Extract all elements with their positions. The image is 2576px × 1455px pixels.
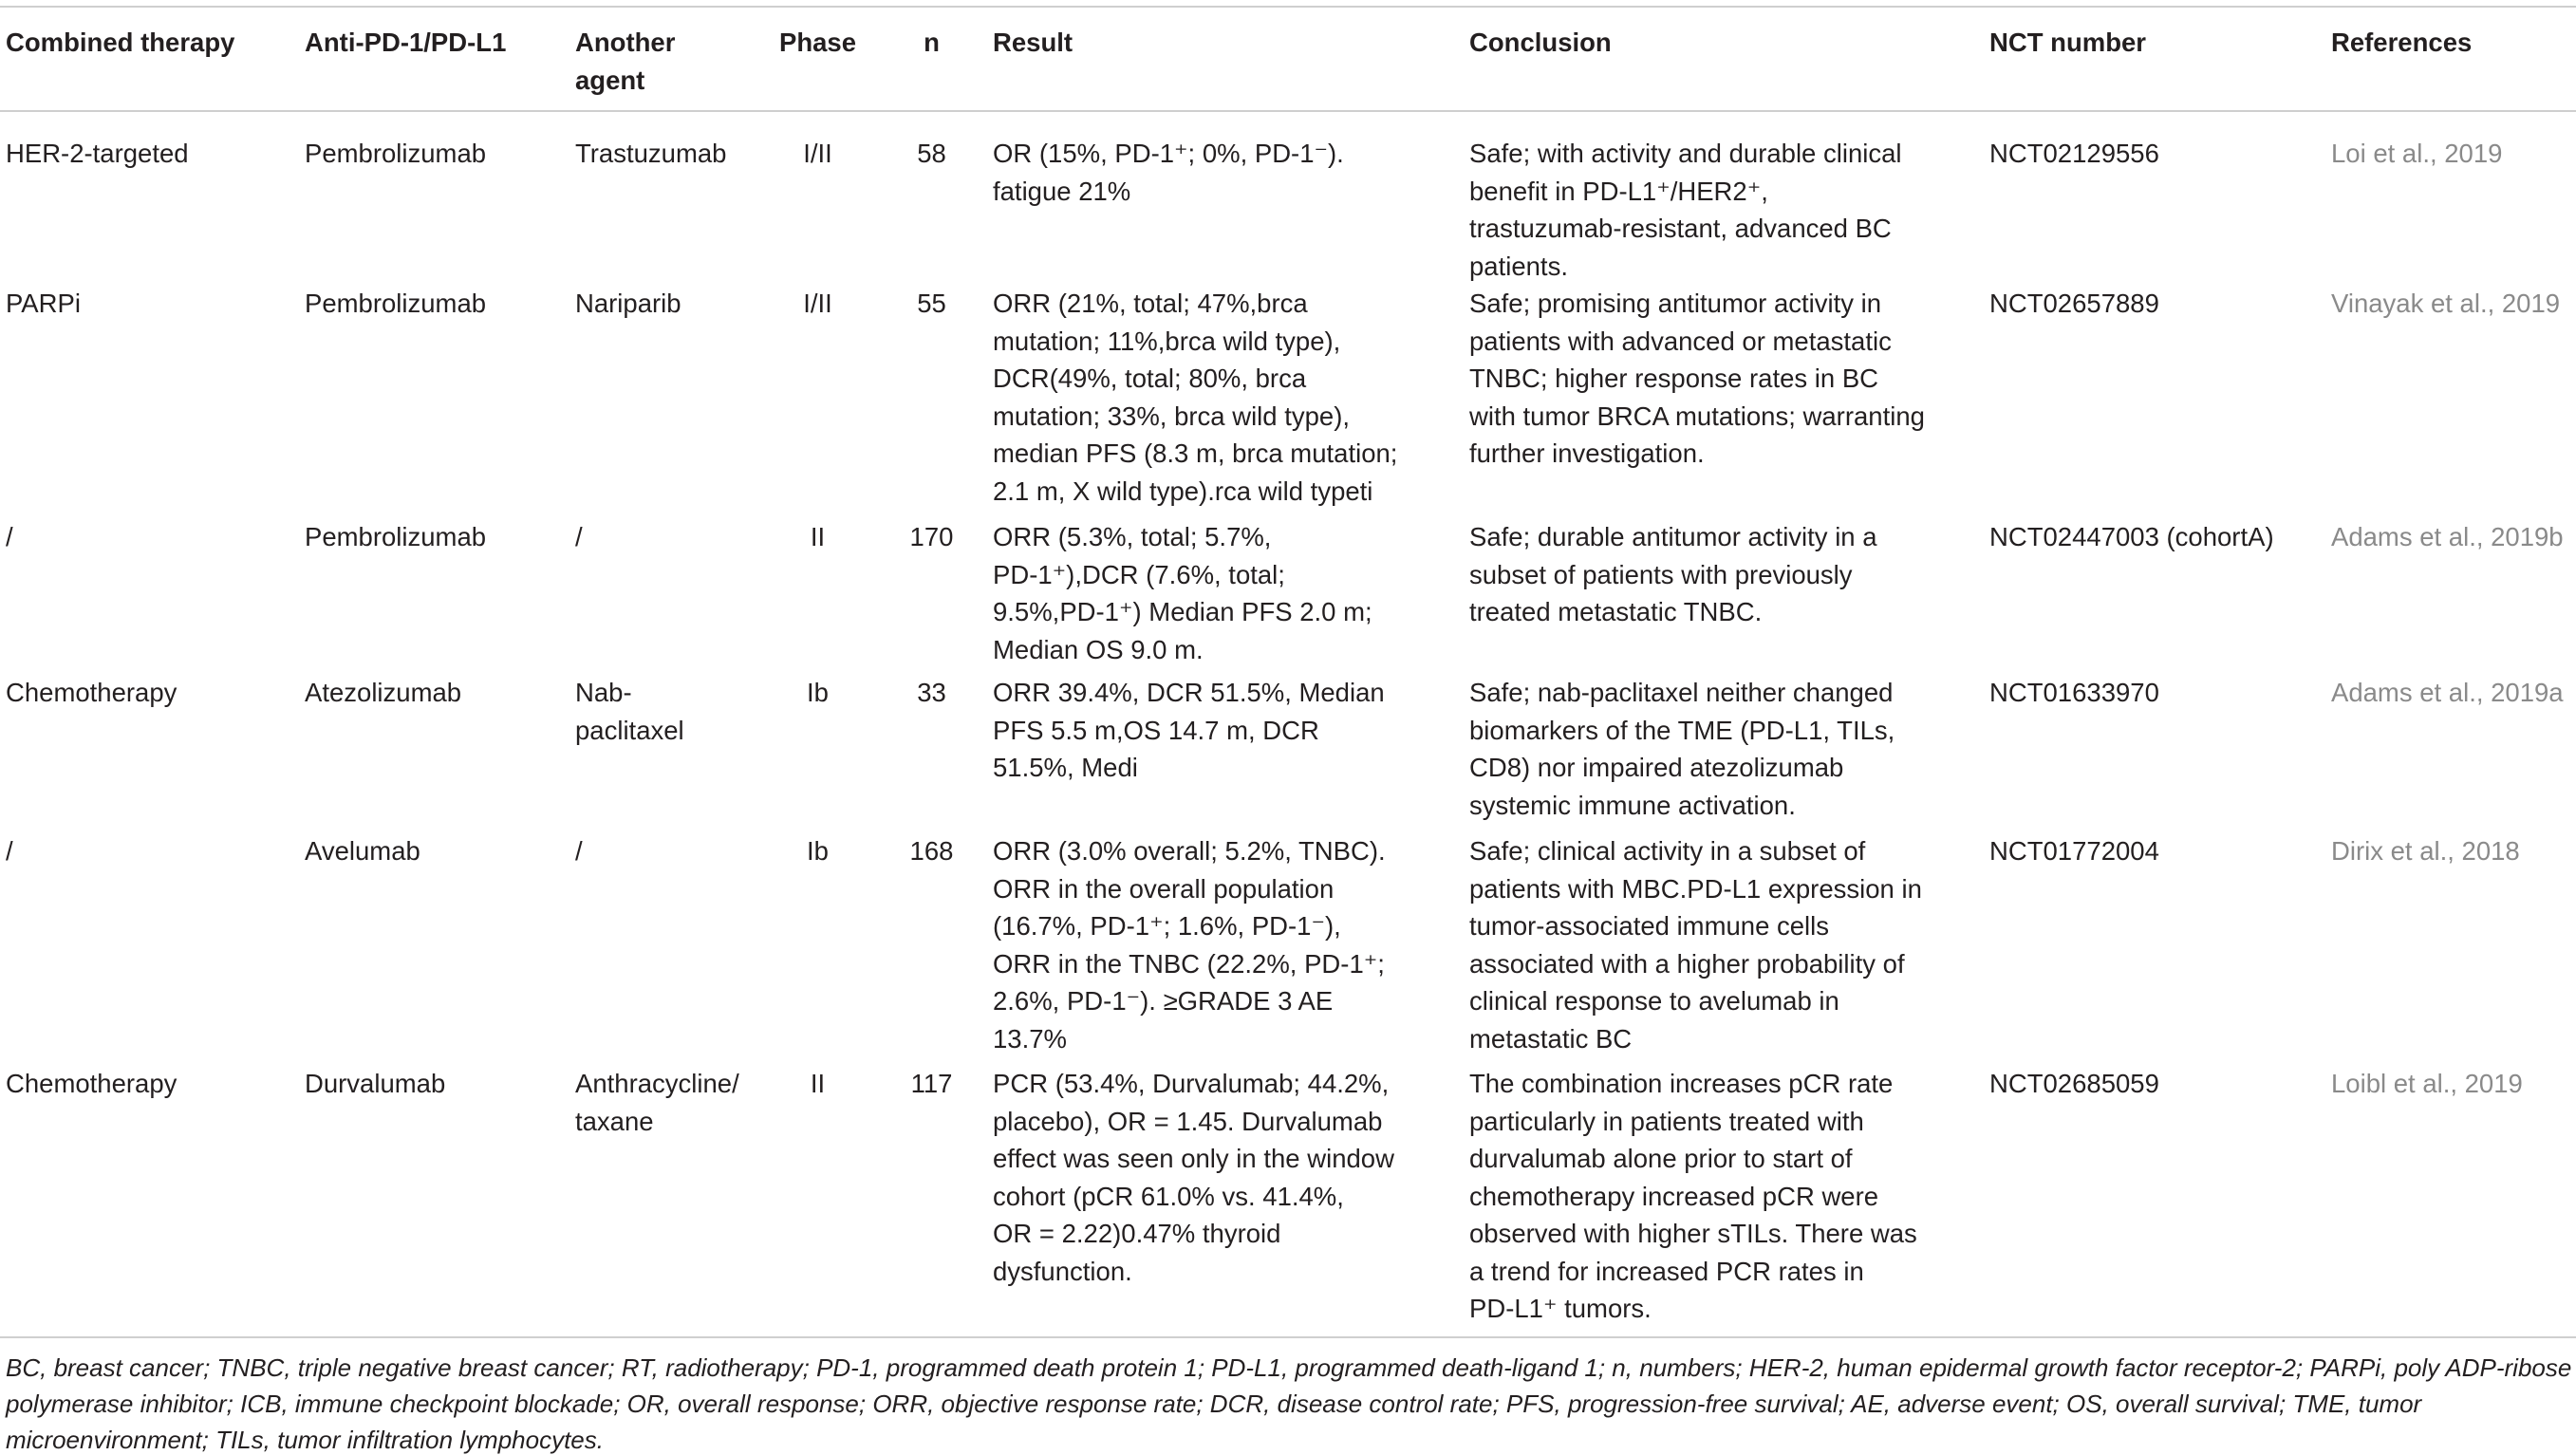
header-conclusion: Conclusion (1464, 7, 1984, 111)
cell-combined-therapy: / (6, 522, 13, 551)
cell-n: 33 (917, 678, 946, 707)
cell-result: OR (15%, PD-1⁺; 0%, PD-1⁻). fatigue 21% (993, 139, 1344, 206)
header-references: References (2325, 7, 2576, 111)
cell-nct-number: NCT02447003 (cohortA) (1989, 522, 2274, 551)
cell-result: PCR (53.4%, Durvalumab; 44.2%, placebo), OR = 1.45. Durvalumab effect was seen only in the window cohort (pCR 61.0% vs. 41.4%, OR = 2.22)0.47% thyroid dysfunction. (993, 1069, 1394, 1286)
header-another-agent: Another agent (569, 7, 759, 111)
cell-nct-number: NCT01772004 (1989, 836, 2159, 866)
table-row (0, 518, 2576, 674)
cell-phase: II (810, 522, 826, 551)
header-phase: Phase (759, 7, 878, 111)
table-header-row (0, 7, 2576, 111)
cell-anti-pd: Atezolizumab (305, 678, 462, 707)
cell-combined-therapy: Chemotherapy (6, 678, 177, 707)
cell-n: 168 (909, 836, 954, 866)
cell-phase: Ib (807, 678, 829, 707)
cell-n: 55 (917, 289, 946, 318)
cell-phase: I/II (803, 289, 832, 318)
header-combined-therapy: Combined therapy (0, 7, 299, 111)
reference-link[interactable]: Loibl et al., 2019 (2331, 1069, 2523, 1098)
cell-phase: Ib (807, 836, 829, 866)
cell-n: 170 (909, 522, 954, 551)
cell-nct-number: NCT02685059 (1989, 1069, 2159, 1098)
cell-result: ORR (3.0% overall; 5.2%, TNBC). ORR in the overall population (16.7%, PD-1⁺; 1.6%, PD-1⁻), ORR in the TNBC (22.2%, PD-1⁺; 2.6%, PD-1⁻). ≥GRADE 3 AE 13.7% (993, 836, 1386, 1054)
table-row (0, 1065, 2576, 1328)
header-anti-pd: Anti-PD-1/PD-L1 (299, 7, 569, 111)
cell-anti-pd: Pembrolizumab (305, 522, 487, 551)
table-row (0, 285, 2576, 518)
cell-conclusion: Safe; nab-paclitaxel neither changed biomarkers of the TME (PD-L1, TILs, CD8) nor impaired atezolizumab systemic immune activation. (1469, 678, 1895, 820)
table-footnote: BC, breast cancer; TNBC, triple negative breast cancer; RT, radiotherapy; PD-1, programmed death protein 1; PD-L1, programmed death-ligand 1; n, numbers; HER-2, human epidermal growth factor receptor-2; PARPi, poly ADP-ribose polymerase inhibitor; ICB, immune checkpoint blockade; OR, overall response; ORR, objective response rate; DCR, disease control rate; PFS, progression-free survival; AE, adverse event; OS, overall survival; TME, tumor microenvironment; TILs, tumor infiltration lymphocytes. (0, 1336, 2576, 1455)
cell-result: ORR (5.3%, total; 5.7%, PD-1⁺),DCR (7.6%, total; 9.5%,PD-1⁺) Median PFS 2.0 m; Median OS 9.0 m. (993, 522, 1372, 664)
reference-link[interactable]: Dirix et al., 2018 (2331, 836, 2520, 866)
cell-conclusion: The combination increases pCR rate particularly in patients treated with durvalumab alone prior to start of chemotherapy increased pCR were observed with higher sTILs. There was a trend for increased PCR rates in PD-L1⁺ tumors. (1469, 1069, 1917, 1323)
reference-link[interactable]: Adams et al., 2019a (2331, 678, 2564, 707)
cell-another-agent: / (575, 522, 583, 551)
cell-conclusion: Safe; with activity and durable clinical benefit in PD-L1⁺/HER2⁺, trastuzumab-resistant, advanced BC patients. (1469, 139, 1902, 281)
table-row (0, 674, 2576, 832)
cell-n: 117 (910, 1069, 953, 1098)
table-row (0, 111, 2576, 285)
cell-combined-therapy: / (6, 836, 13, 866)
cell-phase: I/II (803, 139, 832, 168)
reference-link[interactable]: Adams et al., 2019b (2331, 522, 2564, 551)
cell-combined-therapy: Chemotherapy (6, 1069, 177, 1098)
cell-another-agent: / (575, 836, 583, 866)
cell-anti-pd: Pembrolizumab (305, 139, 487, 168)
cell-another-agent: Nariparib (575, 289, 681, 318)
cell-conclusion: Safe; clinical activity in a subset of patients with MBC.PD-L1 expression in tumor-associated immune cells associated with a higher probability of clinical response to avelumab in metastatic BC (1469, 836, 1922, 1054)
table-row (0, 832, 2576, 1065)
cell-anti-pd: Avelumab (305, 836, 420, 866)
cell-combined-therapy: HER-2-targeted (6, 139, 189, 168)
header-n: n (878, 7, 987, 111)
cell-another-agent: Nab- paclitaxel (575, 678, 684, 745)
clinical-trials-table (0, 6, 2576, 1328)
cell-nct-number: NCT02657889 (1989, 289, 2159, 318)
cell-result: ORR (21%, total; 47%,brca mutation; 11%,brca wild type), DCR(49%, total; 80%, brca mutation; 33%, brca wild type), median PFS (8.3 m, brca mutation; 2.1 m, X wild type).rca wild typeti (993, 289, 1398, 506)
cell-conclusion: Safe; durable antitumor activity in a subset of patients with previously treated metastatic TNBC. (1469, 522, 1877, 626)
cell-n: 58 (917, 139, 946, 168)
cell-conclusion: Safe; promising antitumor activity in patients with advanced or metastatic TNBC; higher response rates in BC with tumor BRCA mutations; warranting further investigation. (1469, 289, 1925, 468)
cell-nct-number: NCT02129556 (1989, 139, 2159, 168)
cell-another-agent: Trastuzumab (575, 139, 727, 168)
cell-anti-pd: Durvalumab (305, 1069, 446, 1098)
cell-phase: II (810, 1069, 826, 1098)
reference-link[interactable]: Loi et al., 2019 (2331, 139, 2503, 168)
cell-result: ORR 39.4%, DCR 51.5%, Median PFS 5.5 m,OS 14.7 m, DCR 51.5%, Medi (993, 678, 1385, 782)
cell-anti-pd: Pembrolizumab (305, 289, 487, 318)
cell-another-agent: Anthracycline/ taxane (575, 1069, 739, 1136)
header-result: Result (987, 7, 1464, 111)
cell-nct-number: NCT01633970 (1989, 678, 2159, 707)
header-nct-number: NCT number (1984, 7, 2325, 111)
reference-link[interactable]: Vinayak et al., 2019 (2331, 289, 2561, 318)
cell-combined-therapy: PARPi (6, 289, 81, 318)
